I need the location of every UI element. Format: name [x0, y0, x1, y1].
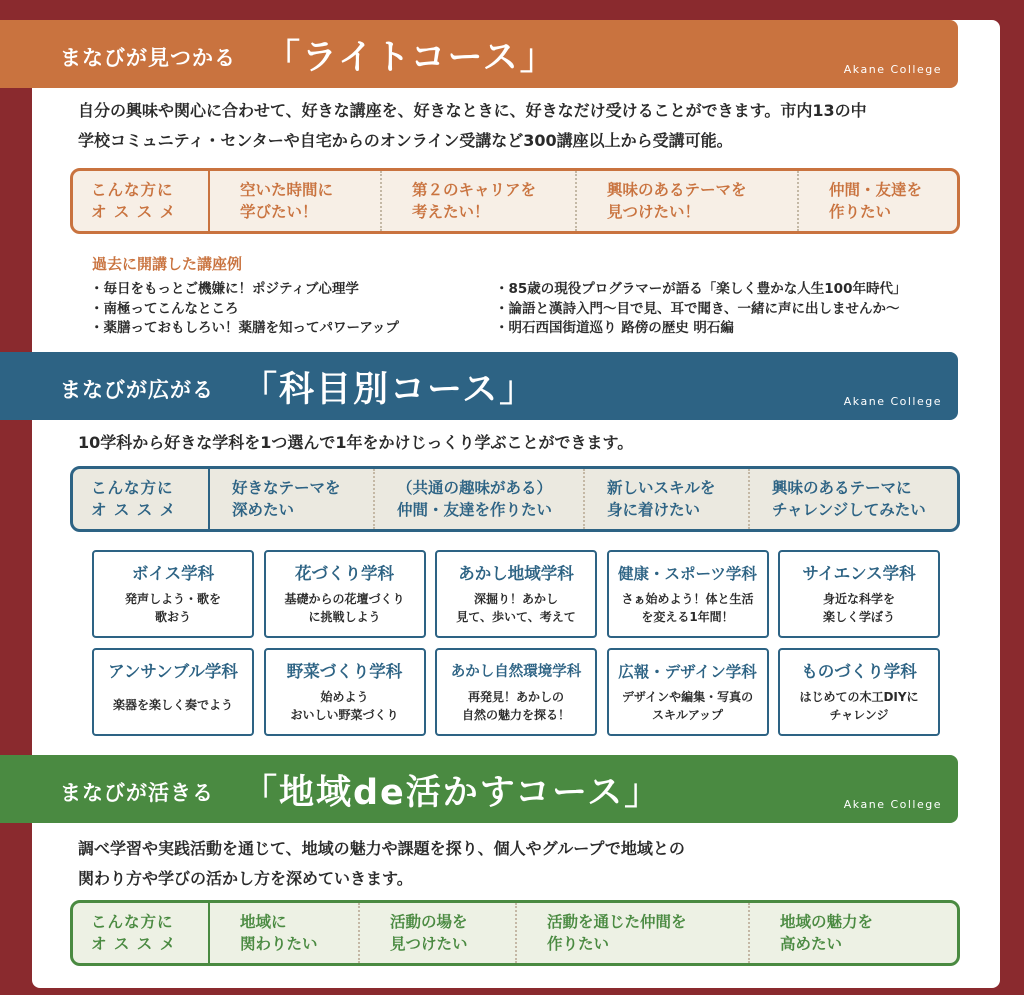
- recommend-item: 新しいスキルを 身に着けたい: [585, 469, 750, 529]
- past-courses-right: [495, 280, 906, 339]
- light-college-label: Akane College: [843, 63, 942, 76]
- recommend-label: こんな方に オ ス ス メ: [73, 903, 210, 963]
- subject-course-banner: [0, 352, 958, 420]
- department-card[interactable]: 野菜づくり学科 始めよう おいしい野菜づくり: [264, 648, 426, 736]
- recommend-item: 興味のあるテーマを 見つけたい！: [577, 171, 799, 231]
- local-course-banner: [0, 755, 958, 823]
- recommend-item: 第２のキャリアを 考えたい！: [382, 171, 577, 231]
- recommend-item: 好きなテーマを 深めたい: [210, 469, 375, 529]
- past-courses-left: [90, 280, 399, 339]
- recommend-item: （共通の趣味がある） 仲間・友達を作りたい: [375, 469, 585, 529]
- department-card[interactable]: ボイス学科 発声しよう・歌を 歌おう: [92, 550, 254, 638]
- department-card[interactable]: ものづくり学科 はじめての木工DIYに チャレンジ: [778, 648, 940, 736]
- department-card[interactable]: あかし自然環境学科 再発見！あかしの 自然の魅力を探る！: [435, 648, 597, 736]
- list-item: ・南極ってこんなところ: [90, 300, 239, 317]
- light-course-lead: まなびが見つかる: [60, 46, 236, 70]
- local-college-label: Akane College: [843, 798, 942, 811]
- department-grid: [92, 550, 940, 736]
- recommend-item: 興味のあるテーマに チャレンジしてみたい: [772, 479, 926, 519]
- recommend-item: 地域の魅力を 高めたい: [780, 913, 874, 953]
- subject-course-lead: まなびが広がる: [60, 378, 214, 402]
- department-card[interactable]: サイエンス学科 身近な科学を 楽しく学ぼう: [778, 550, 940, 638]
- list-item: ・薬膳っておもしろい！薬膳を知ってパワーアップ: [90, 320, 399, 336]
- recommend-label: こんな方に オ ス ス メ: [73, 469, 210, 529]
- recommend-label: こんな方に オ ス ス メ: [73, 171, 210, 231]
- recommend-item: 活動の場を 見つけたい: [360, 903, 517, 963]
- department-card[interactable]: 健康・スポーツ学科 さぁ始めよう！体と生活 を変える1年間！: [607, 550, 769, 638]
- recommend-item: 活動を通じた仲間を 作りたい: [517, 903, 750, 963]
- subject-description: 10学科から好きな学科を1つ選んで1年をかけじっくり学ぶことができます。: [78, 433, 634, 452]
- subject-college-label: Akane College: [843, 395, 942, 408]
- subject-recommend-box: [70, 466, 960, 532]
- recommend-item: 地域に 関わりたい: [210, 903, 360, 963]
- recommend-item: 仲間・友達を 作りたい: [829, 181, 923, 221]
- list-item: ・論語と漢詩入門〜目で見、耳で聞き、一緒に声に出しませんか〜: [495, 300, 900, 317]
- list-item: ・明石西国街道巡り 路傍の歴史 明石編: [495, 320, 734, 336]
- subject-course-title: 「科目別コース」: [242, 370, 537, 410]
- local-course-title: 「地域de活かすコース」: [242, 773, 662, 813]
- recommend-item: 空いた時間に 学びたい！: [210, 171, 382, 231]
- light-course-title: 「ライトコース」: [265, 38, 557, 78]
- department-card[interactable]: 広報・デザイン学科 デザインや編集・写真の スキルアップ: [607, 648, 769, 736]
- department-card[interactable]: 花づくり学科 基礎からの花壇づくり に挑戦しよう: [264, 550, 426, 638]
- light-description: 自分の興味や関心に合わせて、好きな講座を、好きなときに、好きなだけ受けることができます。市内13の中 学校コミュニティ・センターや自宅からのオンライン受講など300講座以上から受講可能。: [78, 101, 867, 150]
- local-course-lead: まなびが活きる: [60, 781, 214, 805]
- list-item: ・毎日をもっとご機嫌に！ポジティブ心理学: [90, 281, 359, 297]
- past-courses-title: 過去に開講した講座例: [92, 255, 243, 273]
- light-recommend-box: [70, 168, 960, 234]
- department-card[interactable]: あかし地域学科 深掘り！あかし 見て、歩いて、考えて: [435, 550, 597, 638]
- local-recommend-box: [70, 900, 960, 966]
- local-description: 調べ学習や実践活動を通じて、地域の魅力や課題を探り、個人やグループで地域との 関わり方や学びの活かし方を深めていきます。: [78, 839, 685, 888]
- list-item: ・85歳の現役プログラマーが語る「楽しく豊かな人生100年時代」: [495, 281, 907, 297]
- department-card[interactable]: アンサンブル学科 楽器を楽しく奏でよう: [92, 648, 254, 736]
- light-course-banner: [0, 20, 958, 88]
